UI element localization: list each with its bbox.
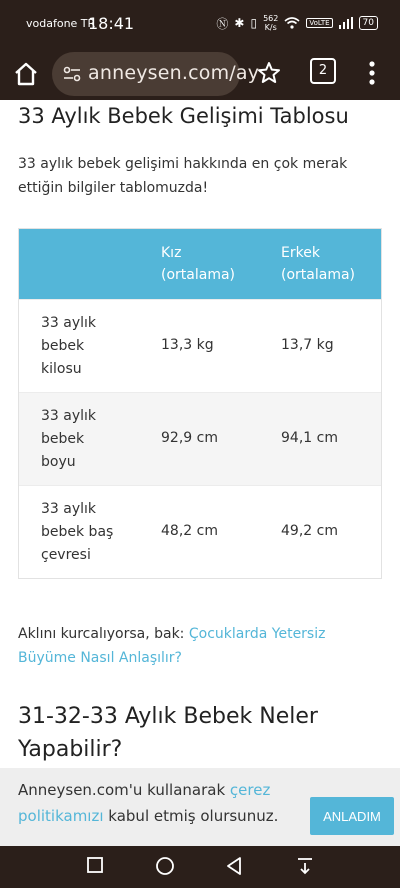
status-icons [216,14,378,32]
table-row [19,299,381,392]
back-icon[interactable] [225,856,243,876]
carrier-name: vodafone TR [26,17,96,30]
heading2-line: Yapabilir? [18,737,123,762]
growth-table [18,228,382,579]
tab-switcher-button[interactable]: 2 [310,58,336,84]
header-boy-line1: Erkek [281,245,320,261]
row-label-line: boyu [41,454,76,470]
nfc-icon: Ⓝ [216,16,229,31]
row-label-line: 33 aylık [41,501,97,517]
section-heading: 33 Aylık Bebek Gelişimi Tablosu [18,104,349,128]
more-options-icon[interactable] [362,58,382,88]
wifi-icon [284,17,300,29]
battery-icon: 70 [359,16,378,30]
row-label-line: bebek baş [41,524,114,540]
boy-value: 49,2 cm [281,523,338,539]
cookie-text-prefix: Anneysen.com'u kullanarak [18,781,230,799]
column-header-boy [281,242,381,286]
girl-value: 13,3 kg [161,337,214,353]
home-icon[interactable] [12,60,40,88]
url-text: anneysen.com/ay [88,62,260,84]
clock: 18:41 [88,14,135,33]
cookie-policy-link[interactable]: çerez politikamızı [18,781,271,825]
system-nav-bar [0,846,400,888]
table-row [19,392,381,485]
row-label [41,312,121,381]
boy-value: 94,1 cm [281,430,338,446]
row-label-line: bebek [41,431,85,447]
header-girl-line1: Kız [161,245,182,261]
home-circle-icon[interactable] [155,856,175,876]
bookmark-star-icon[interactable] [256,60,282,86]
column-header-girl [161,242,261,286]
speed-value: 562 [263,14,279,23]
cookie-message [18,777,303,829]
page-content [0,100,400,768]
row-label [41,405,121,474]
intro-paragraph: 33 aylık bebek gelişimi hakkında en çok merak ettiğin bilgiler tablomuzda! [18,156,348,196]
related-prefix: Aklını kurcalıyorsa, bak: [18,626,189,642]
site-settings-icon[interactable] [62,64,82,84]
boy-value: 13,7 kg [281,337,334,353]
cookie-accept-button[interactable]: ANLADIM [310,797,394,835]
row-label-line: 33 aylık [41,315,97,331]
network-speed [263,14,278,32]
header-girl-line2: (ortalama) [161,267,235,283]
bluetooth-icon: ✱ [234,16,245,30]
header-boy-line2: (ortalama) [281,267,355,283]
signal-icon [339,17,353,29]
girl-value: 92,9 cm [161,430,218,446]
cookie-text-suffix: kabul etmiş olursunuz. [103,807,279,825]
volte-badge: VoLTE [306,18,332,28]
address-bar[interactable] [52,52,260,96]
hide-keyboard-icon[interactable] [296,856,314,876]
row-label [41,498,121,567]
browser-toolbar [0,48,400,100]
speed-unit: K/s [264,23,277,32]
section-heading-2 [18,700,318,766]
vibrate-icon: ▯ [250,16,258,30]
related-article-link[interactable]: Çocuklarda Yetersiz Büyüme Nasıl Anlaşılır? [18,626,326,666]
girl-value: 48,2 cm [161,523,218,539]
heading2-line: 31-32-33 Aylık Bebek Neler [18,704,318,729]
table-header [19,229,381,299]
row-label-line: kilosu [41,361,82,377]
related-article [18,622,368,670]
row-label-line: 33 aylık [41,408,97,424]
status-bar [0,0,400,48]
table-row [19,485,381,578]
row-label-line: çevresi [41,547,91,563]
row-label-line: bebek [41,338,85,354]
cookie-banner [0,768,400,846]
recent-apps-icon[interactable] [86,856,104,874]
